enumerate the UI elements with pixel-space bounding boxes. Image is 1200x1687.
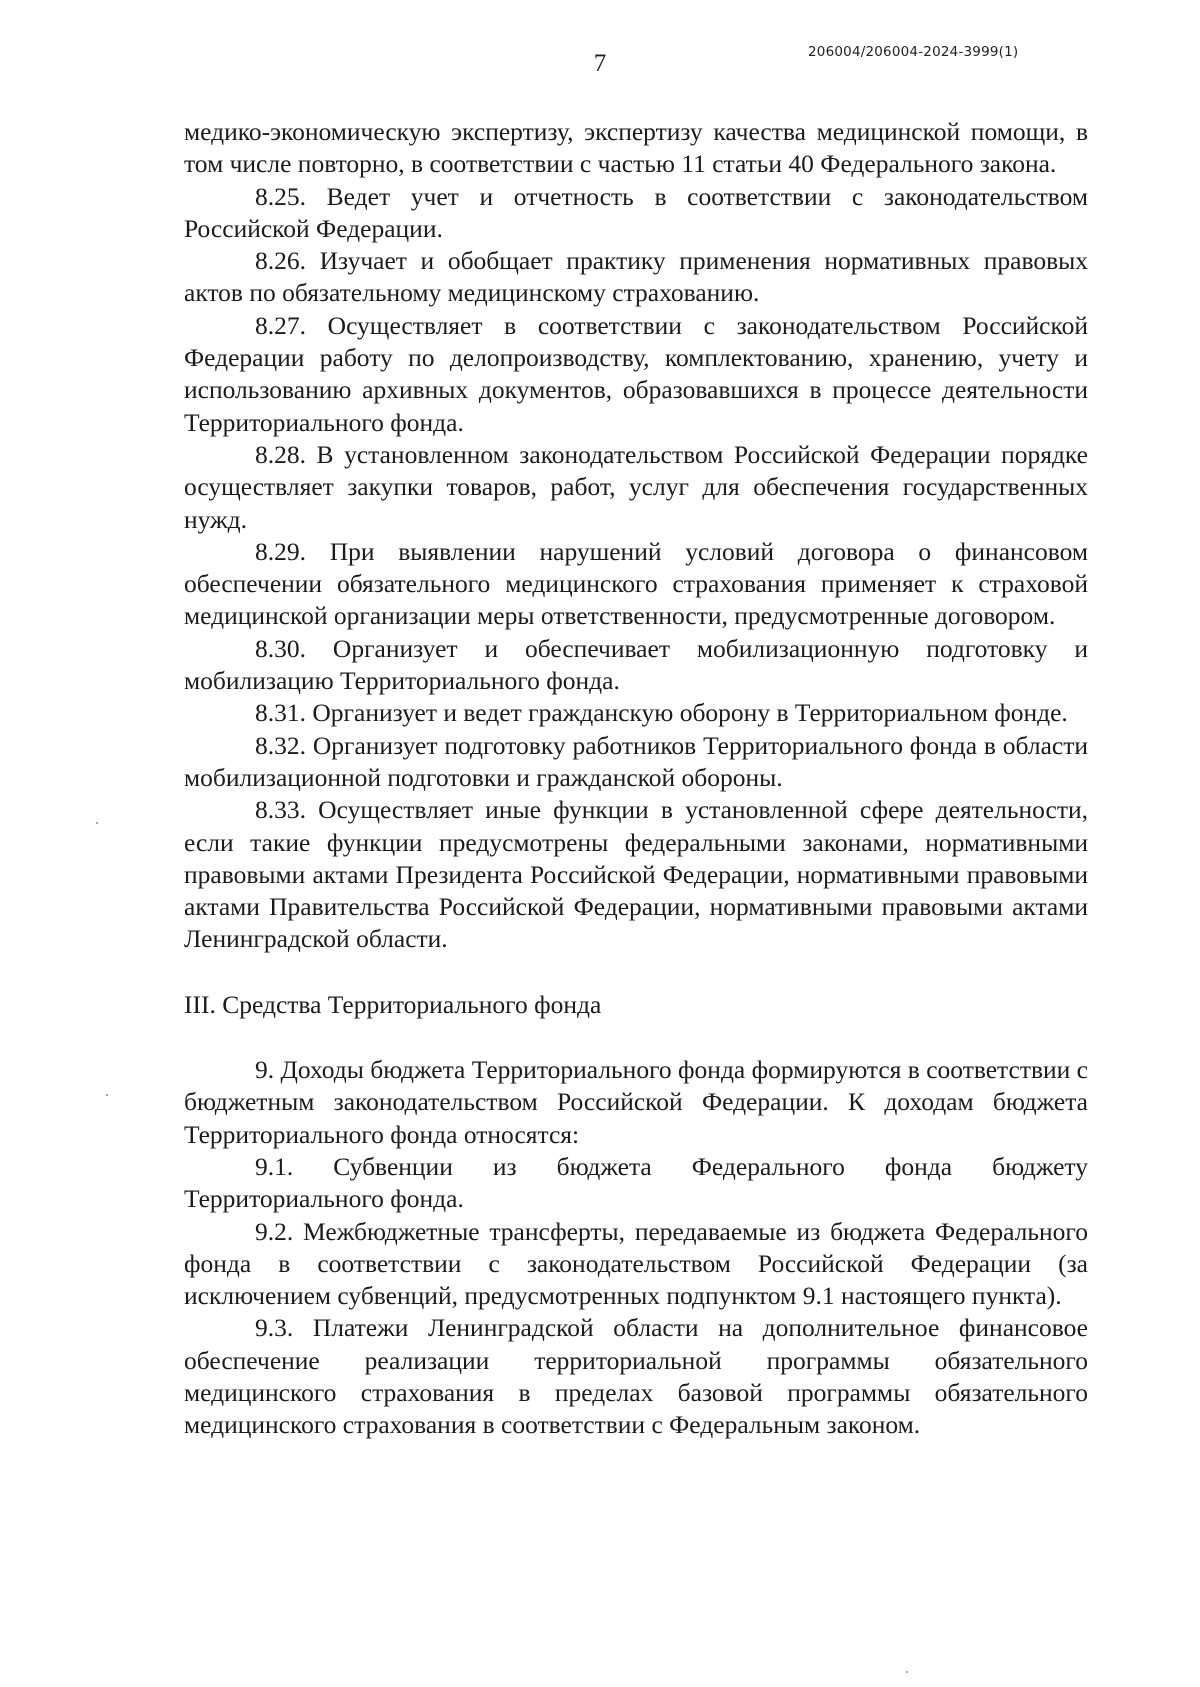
document-body <box>184 116 1088 1442</box>
paragraph-9: 9. Доходы бюджета Территориального фонда формируются в соответствии с бюджетным законодательством Российской Федерации. К доходам бюджета Территориального фонда относятся: <box>184 1055 1088 1149</box>
paragraph-8-33: 8.33. Осуществляет иные функции в установленной сфере деятельности, если такие функции предусмотрены федеральными законами, нормативными правовыми актами Президента Российской Федерации, нормативными правовыми актами Правительства Российской Федерации, нормативными правовыми актами Ленинградской области. <box>184 795 1088 954</box>
paragraph-9-1: 9.1. Субвенции из бюджета Федерального фонда бюджету Территориального фонда. <box>184 1151 1088 1214</box>
spacer <box>184 1021 1088 1054</box>
spacer <box>184 956 1088 989</box>
paragraph-8-31: 8.31. Организует и ведет гражданскую оборону в Территориальном фонде. <box>255 698 1068 728</box>
paragraph-9-2: 9.2. Межбюджетные трансферты, передаваемые из бюджета Федерального фонда в соответствии с законодательством Российской Федерации (за исключением субвенций, предусмотренных подпунктом 9.1 настоящего пункта). <box>184 1216 1088 1311</box>
scan-speck <box>906 1671 908 1673</box>
paragraph-8-30: 8.30. Организует и обеспечивает мобилизационную подготовку и мобилизацию Территориального фонда. <box>184 633 1088 696</box>
page-number: 7 <box>593 50 607 77</box>
scan-speck <box>96 822 98 824</box>
paragraph-8-27: 8.27. Осуществляет в соответствии с законодательством Российской Федерации работу по делопроизводству, комплектованию, хранению, учету и использованию архивных документов, образовавшихся в процессе деятельности Территориального фонда. <box>184 310 1088 437</box>
scan-speck <box>106 1094 108 1096</box>
paragraph-8-25: 8.25. Ведет учет и отчетность в соответствии с законодательством Российской Федерации. <box>184 181 1088 243</box>
paragraph-8-26: 8.26. Изучает и обобщает практику применения нормативных правовых актов по обязательному медицинскому страхованию. <box>184 246 1088 308</box>
paragraph-8-28: 8.28. В установленном законодательством Российской Федерации порядке осуществляет закупки товаров, работ, услуг для обеспечения государственных нужд. <box>184 439 1088 534</box>
paragraph-8-32: 8.32. Организует подготовку работников Территориального фонда в области мобилизационной подготовки и гражданской обороны. <box>184 730 1088 792</box>
paragraph-9-3: 9.3. Платежи Ленинградской области на дополнительное финансовое обеспечение реализации территориальной программы обязательного медицинского страхования в пределах базовой программы обязательного медицинского страхования в соответствии с Федеральным законом. <box>184 1313 1088 1440</box>
paragraph-8-29: 8.29. При выявлении нарушений условий договора о финансовом обеспечении обязательного медицинского страхования применяет к страховой медицинской организации меры ответственности, предусмотренные договором. <box>184 536 1088 631</box>
document-id: 206004/206004-2024-3999(1) <box>808 44 1019 60</box>
paragraph-continuation: медико-экономическую экспертизу, экспертизу качества медицинской помощи, в том числе повторно, в соответствии с частью 11 статьи 40 Федерального закона. <box>184 117 1088 179</box>
section-heading: III. Средства Территориального фонда <box>184 989 602 1019</box>
